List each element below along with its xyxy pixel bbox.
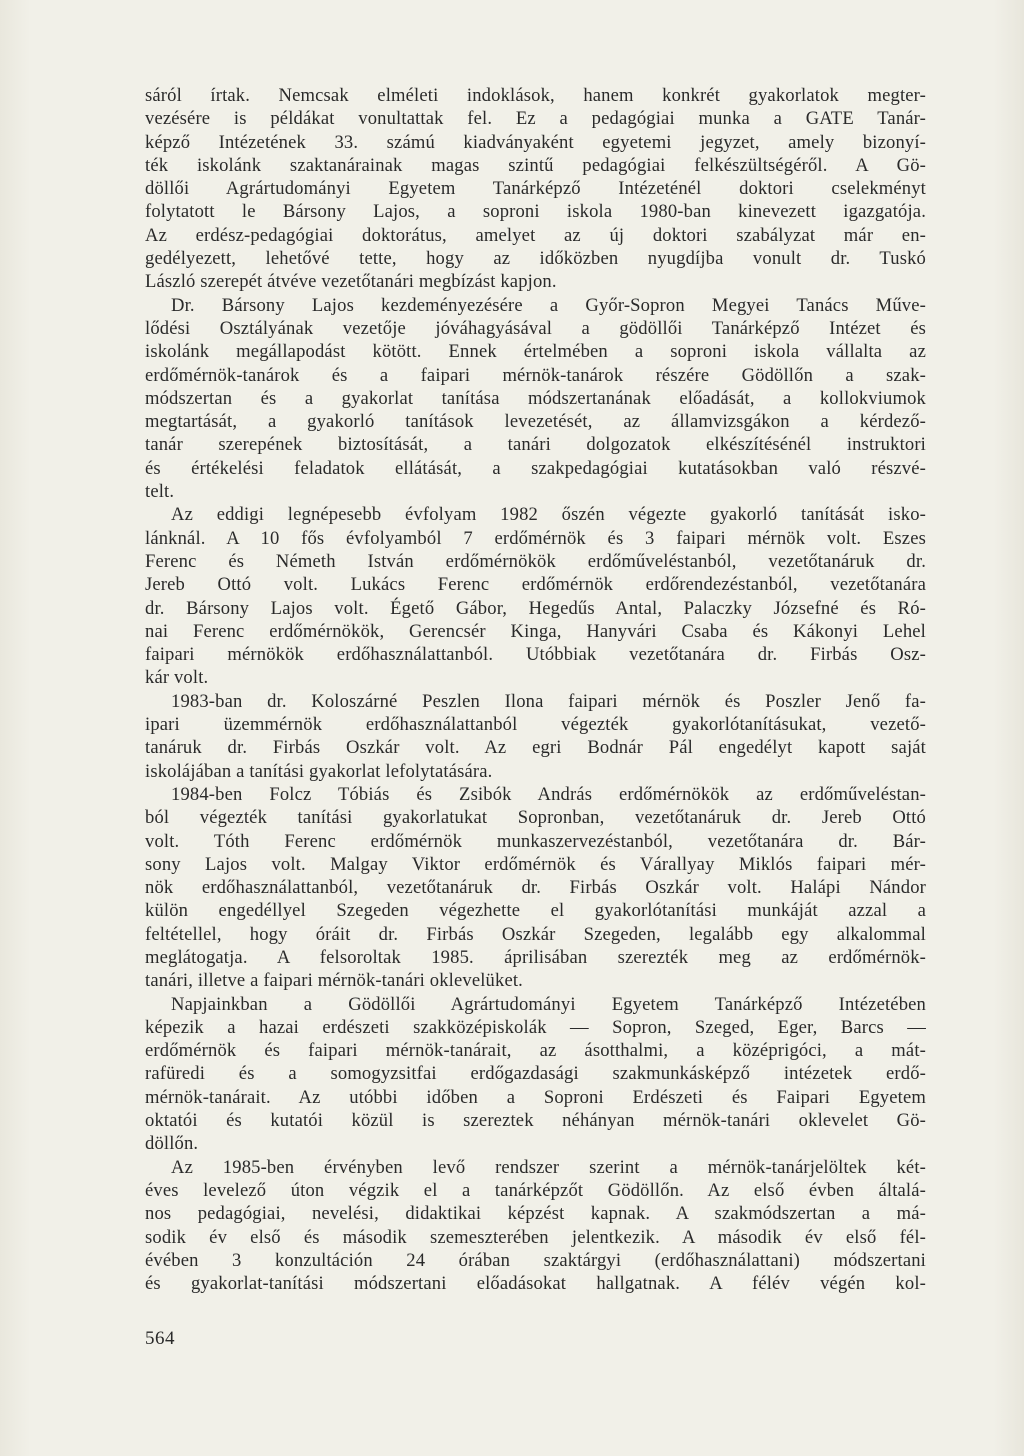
text-line: Jereb Ottó volt. Lukács Ferenc erdőmérnök erdőrendezéstanból, vezetőtanára xyxy=(145,574,926,596)
text-line: ból végezték tanítási gyakorlatukat Sopronban, vezetőtanáruk dr. Jereb Ottó xyxy=(145,807,926,829)
text-line: meglátogatja. A felsoroltak 1985. áprilisában szerezték meg az erdőmérnök- xyxy=(145,946,926,968)
text-line: nök erdőhasználattanból, vezetőtanáruk dr. Firbás Oszkár volt. Halápi Nándor xyxy=(145,877,926,899)
text-line: nai Ferenc erdőmérnökök, Gerencsér Kinga, Hanyvári Csaba és Kákonyi Lehel xyxy=(145,620,926,642)
text-line: módszertan és a gyakorlat tanítása módszertanának előadását, a kollokviumok xyxy=(145,387,926,409)
text-line: 1984-ben Folcz Tóbiás és Zsibók András erdőmérnökök az erdőműveléstan- xyxy=(171,783,926,805)
text-line: dr. Bársony Lajos volt. Égető Gábor, Hegedűs Antal, Palaczky Józsefné és Ró- xyxy=(145,597,926,619)
text-line: faipari mérnökök erdőhasználattanból. Utóbbiak vezetőtanára dr. Firbás Osz- xyxy=(145,644,926,666)
text-line: iskolájában a tanítási gyakorlat lefolytatására. xyxy=(145,760,493,782)
text-line: döllőn. xyxy=(145,1133,199,1155)
page-number: 564 xyxy=(145,1328,175,1349)
text-line: és gyakorlat-tanítási módszertani előadásokat hallgatnak. A félév végén kol- xyxy=(145,1273,926,1295)
text-line: ték iskolánk szaktanárainak magas szintű pedagógiai felkészültségéről. A Gö- xyxy=(145,154,926,176)
text-line: 1983-ban dr. Koloszárné Peszlen Ilona faipari mérnök és Poszler Jenő fa- xyxy=(171,690,926,712)
text-line: gedélyezett, lehetővé tette, hogy az időközben nyugdíjba vonult dr. Tuskó xyxy=(145,248,926,270)
text-line: képezik a hazai erdészeti szakközépiskolák — Sopron, Szeged, Eger, Barcs — xyxy=(145,1016,926,1038)
text-line: iskolánk megállapodást kötött. Ennek értelmében a soproni iskola vállalta az xyxy=(145,341,926,363)
text-line: tanári, illetve a faipari mérnök-tanári oklevelüket. xyxy=(145,970,523,992)
text-line: évében 3 konzultáción 24 órában szaktárgyi (erdőhasználattani) módszertani xyxy=(145,1249,926,1271)
text-line: megtartását, a gyakorló tanítások levezetését, az államvizsgákon a kérdező- xyxy=(145,411,926,433)
text-line: telt. xyxy=(145,481,175,503)
text-line: lődési Osztályának vezetője jóváhagyásával a gödöllői Tanárképző Intézet és xyxy=(145,317,926,339)
text-line: László szerepét átvéve vezetőtanári megbízást kapjon. xyxy=(145,271,557,293)
body-text xyxy=(145,84,926,1295)
text-line: erdőmérnök-tanárok és a faipari mérnök-tanárok részére Gödöllőn a szak- xyxy=(145,364,926,386)
text-line: nos pedagógiai, nevelési, didaktikai képzést kapnak. A szakmódszertan a má- xyxy=(145,1203,926,1225)
text-line: döllői Agrártudományi Egyetem Tanárképző Intézeténél doktori cselekményt xyxy=(145,178,926,200)
text-line: rafüredi és a somogyzsitfai erdőgazdasági szakmunkásképző intézetek erdő- xyxy=(145,1063,926,1085)
text-line: volt. Tóth Ferenc erdőmérnök munkaszervezéstanból, vezetőtanára dr. Bár- xyxy=(145,830,926,852)
text-line: sáról írtak. Nemcsak elméleti indoklások, hanem konkrét gyakorlatok megter- xyxy=(145,85,926,106)
text-line: és értékelési feladatok ellátását, a szakpedagógiai kutatásokban való részvé- xyxy=(145,457,926,479)
text-line: folytatott le Bársony Lajos, a soproni iskola 1980-ban kinevezett igazgatója. xyxy=(145,201,926,223)
text-line: Az eddigi legnépesebb évfolyam 1982 őszén végezte gyakorló tanítását isko- xyxy=(171,504,926,526)
text-line: külön engedéllyel Szegeden végezhette el gyakorlótanítási munkáját azzal a xyxy=(145,900,926,922)
text-line: képző Intézetének 33. számú kiadványaként egyetemi jegyzet, amely bizonyí- xyxy=(145,131,926,153)
text-line: vezésére is példákat vonultattak fel. Ez a pedagógiai munka a GATE Tanár- xyxy=(145,108,926,130)
text-line: feltétellel, hogy óráit dr. Firbás Oszkár Szegeden, legalább egy alkalommal xyxy=(145,923,926,945)
text-line: Napjainkban a Gödöllői Agrártudományi Egyetem Tanárképző Intézetében xyxy=(171,993,926,1015)
text-line: tanáruk dr. Firbás Oszkár volt. Az egri Bodnár Pál engedélyt kapott saját xyxy=(145,737,926,759)
text-line: tanár szerepének biztosítását, a tanári dolgozatok elkészítésénél instruktori xyxy=(145,434,926,456)
text-line: lánknál. A 10 fős évfolyamból 7 erdőmérnök és 3 faipari mérnök volt. Eszes xyxy=(145,527,926,549)
text-line: Dr. Bársony Lajos kezdeményezésére a Győr-Sopron Megyei Tanács Műve- xyxy=(171,294,926,316)
text-line: sony Lajos volt. Malgay Viktor erdőmérnök és Várallyay Miklós faipari mér- xyxy=(145,853,926,875)
text-line: Ferenc és Németh István erdőmérnökök erdőműveléstanból, vezetőtanáruk dr. xyxy=(145,550,926,572)
text-line: erdőmérnök és faipari mérnök-tanárait, az ásotthalmi, a középrigóci, a mát- xyxy=(145,1040,926,1062)
text-line: oktatói és kutatói közül is szereztek néhányan mérnök-tanári oklevelet Gö- xyxy=(145,1110,926,1132)
text-line: éves levelező úton végzik el a tanárképzőt Gödöllőn. Az első évben általá- xyxy=(145,1179,926,1201)
text-line: Az erdész-pedagógiai doktorátus, amelyet az új doktori szabályzat már en- xyxy=(145,224,926,246)
text-line: mérnök-tanárait. Az utóbbi időben a Soproni Erdészeti és Faipari Egyetem xyxy=(145,1086,926,1108)
text-line: kár volt. xyxy=(145,667,209,689)
text-line: ipari üzemmérnök erdőhasználattanból végezték gyakorlótanításukat, vezető- xyxy=(145,714,926,736)
text-line: sodik év első és második szemeszterében jelentkezik. A második év első fél- xyxy=(145,1226,926,1248)
text-line: Az 1985-ben érvényben levő rendszer szerint a mérnök-tanárjelöltek két- xyxy=(171,1156,926,1178)
